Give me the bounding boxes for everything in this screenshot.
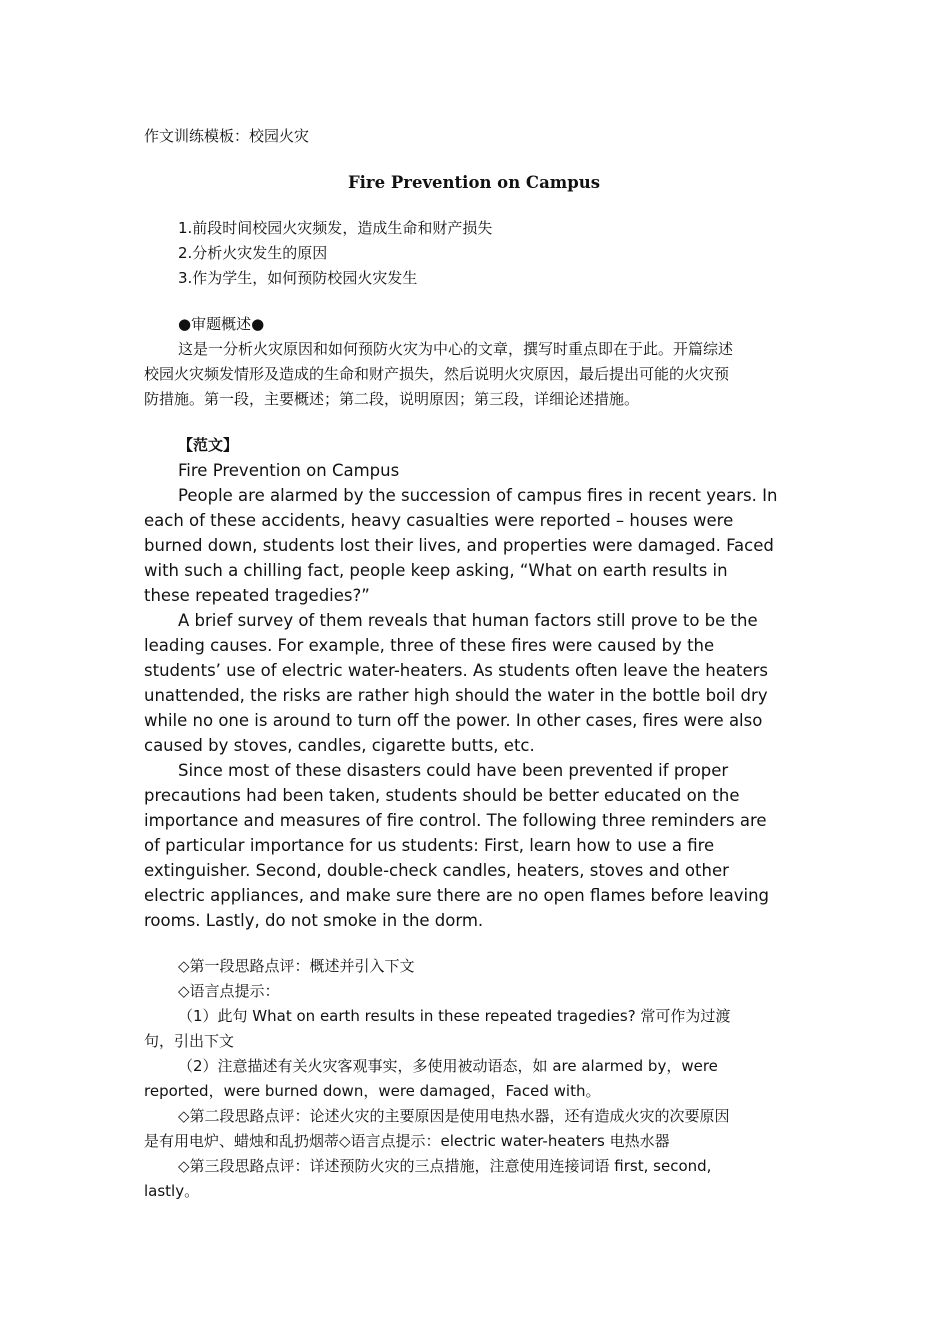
model-essay xyxy=(144,433,804,933)
review-line: 校园火灾频发情形及造成的生命和财产损失，然后说明火灾原因，最后提出可能的火灾预 xyxy=(144,365,730,383)
essay-line: rooms. Lastly, do not smoke in the dorm. xyxy=(144,911,484,930)
note-line: （1）此句 What on earth results in these repeated tragedies? 常可作为过渡 xyxy=(178,1007,731,1025)
essay-line: of particular importance for us students: First, learn how to use a fire xyxy=(144,836,715,855)
essay-paragraph xyxy=(144,483,804,608)
outline-list xyxy=(144,216,804,291)
essay-line: leading causes. For example, three of these fires were caused by the xyxy=(144,636,715,655)
review-line: 防措施。第一段，主要概述；第二段，说明原因；第三段，详细论述措施。 xyxy=(144,390,640,408)
model-heading: 【范文】 xyxy=(178,436,239,454)
essay-line: electric appliances, and make sure there are no open flames before leaving xyxy=(144,886,770,905)
document-page xyxy=(144,124,804,1204)
essay-line: burned down, students lost their lives, and properties were damaged. Faced xyxy=(144,536,774,555)
note-line: reported，were burned down，were damaged，Faced with。 xyxy=(144,1082,601,1100)
note-line: 是有用电炉、蜡烛和乱扔烟蒂◇语言点提示：electric water-heaters 电热水器 xyxy=(144,1132,670,1150)
note-line: ◇第二段思路点评：论述火灾的主要原因是使用电热水器，还有造成火灾的次要原因 xyxy=(178,1107,730,1125)
essay-line: unattended, the risks are rather high should the water in the bottle boil dry xyxy=(144,686,768,705)
note-line: （2）注意描述有关火灾客观事实，多使用被动语态，如 are alarmed by，were xyxy=(178,1057,718,1075)
essay-line: precautions had been taken, students should be better educated on the xyxy=(144,786,740,805)
review-line: 这是一分析火灾原因和如何预防火灾为中心的文章，撰写时重点即在于此。开篇综述 xyxy=(178,340,734,358)
essay-line: with such a chilling fact, people keep asking, “What on earth results in xyxy=(144,561,728,580)
outline-item: 1.前段时间校园火灾频发，造成生命和财产损失 xyxy=(178,219,493,237)
review-heading: ●审题概述● xyxy=(178,315,265,333)
essay-line: extinguisher. Second, double-check candles, heaters, stoves and other xyxy=(144,861,729,880)
essay-line: Since most of these disasters could have been prevented if proper xyxy=(178,761,729,780)
essay-line: while no one is around to turn off the power. In other cases, fires were also xyxy=(144,711,763,730)
note-line: ◇第一段思路点评：概述并引入下文 xyxy=(178,957,415,975)
essay-line: People are alarmed by the succession of campus fires in recent years. In xyxy=(178,486,778,505)
essay-line: each of these accidents, heavy casualties were reported – houses were xyxy=(144,511,734,530)
essay-line: these repeated tragedies?” xyxy=(144,586,370,605)
essay-paragraph xyxy=(144,758,804,933)
essay-paragraph xyxy=(144,608,804,758)
essay-line: caused by stoves, candles, cigarette butts, etc. xyxy=(144,736,535,755)
essay-line: students’ use of electric water-heaters. As students often leave the heaters xyxy=(144,661,769,680)
note-line: lastly。 xyxy=(144,1182,200,1200)
essay-line: importance and measures of fire control. The following three reminders are xyxy=(144,811,767,830)
note-line: 句，引出下文 xyxy=(144,1032,235,1050)
page-title: Fire Prevention on Campus xyxy=(347,173,601,192)
header-note: 作文训练模板：校园火灾 xyxy=(144,127,310,145)
note-line: ◇语言点提示： xyxy=(178,982,280,1000)
notes-section xyxy=(144,954,804,1204)
outline-item: 3.作为学生，如何预防校园火灾发生 xyxy=(178,269,418,287)
outline-item: 2.分析火灾发生的原因 xyxy=(178,244,328,262)
essay-line: A brief survey of them reveals that human factors still prove to be the xyxy=(178,611,758,630)
note-line: ◇第三段思路点评：详述预防火灾的三点措施，注意使用连接词语 first, second, xyxy=(178,1157,712,1175)
essay-title: Fire Prevention on Campus xyxy=(178,461,400,480)
review-section xyxy=(144,312,804,412)
